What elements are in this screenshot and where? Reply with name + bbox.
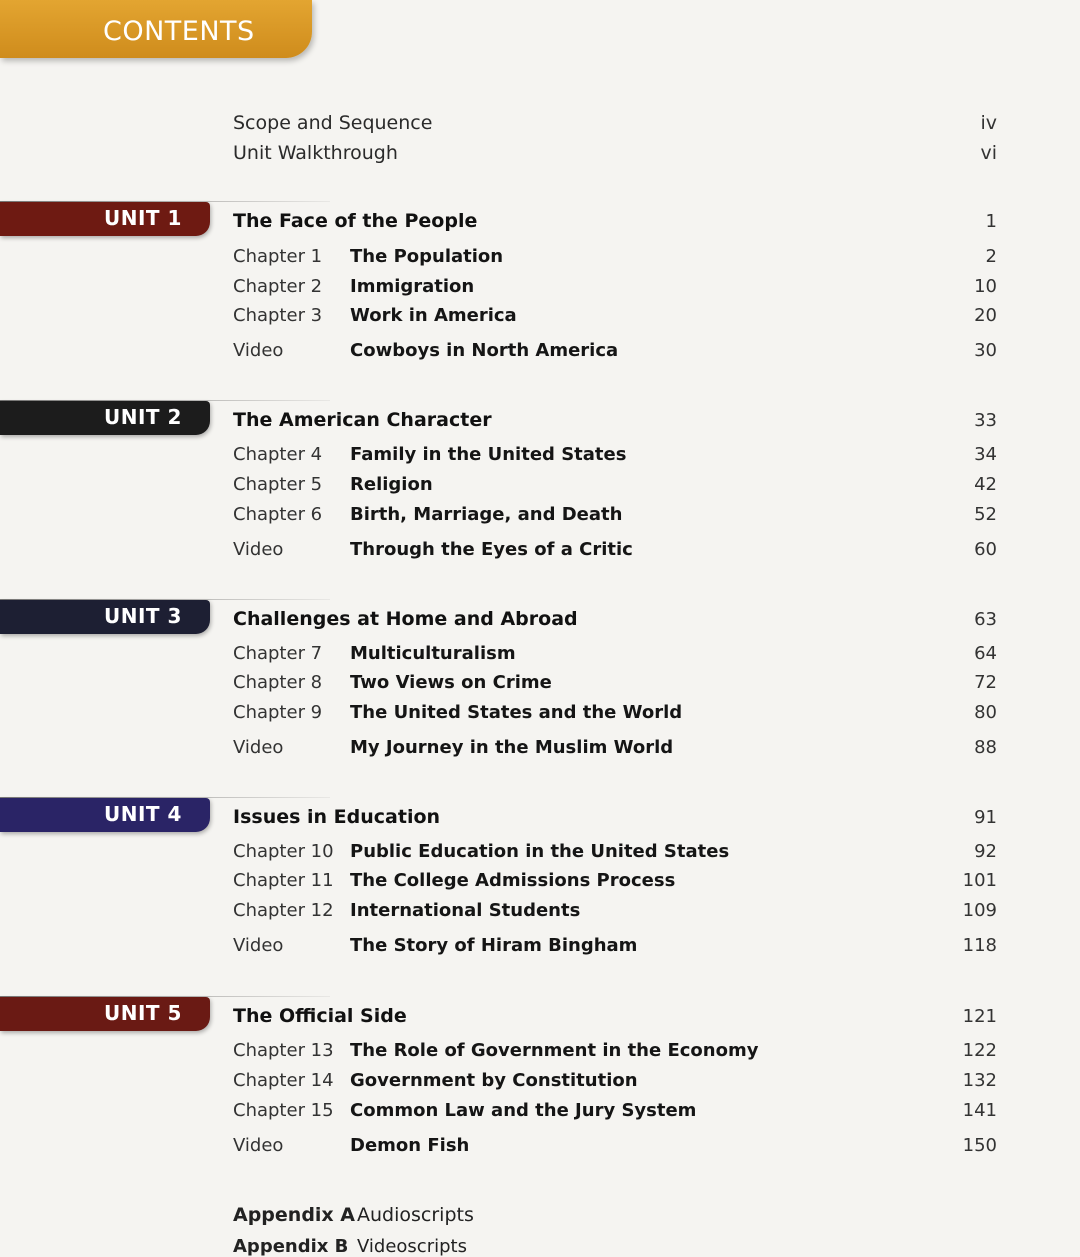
entry-title: The Population — [350, 246, 504, 267]
toc-entry[interactable] — [0, 702, 1080, 732]
entry-title: Work in America — [350, 305, 517, 326]
unit-title[interactable]: Issues in Education — [233, 806, 441, 828]
unit-band — [0, 401, 210, 435]
entry-page: 141 — [962, 1100, 997, 1121]
entry-title: Immigration — [350, 276, 475, 297]
unit-label: UNIT 5 — [104, 1001, 182, 1025]
entry-label: Chapter 3 — [233, 305, 323, 326]
entry-label: Chapter 4 — [233, 444, 323, 465]
unit-label: UNIT 2 — [104, 405, 182, 429]
entry-label: Chapter 5 — [233, 474, 323, 495]
entry-page: 118 — [962, 935, 997, 956]
entry-page: 80 — [974, 702, 997, 723]
unit-page: 63 — [974, 609, 997, 630]
entry-page: 109 — [962, 900, 997, 921]
entry-label: Chapter 7 — [233, 643, 323, 664]
entry-title: Demon Fish — [350, 1135, 470, 1156]
entry-label: Chapter 2 — [233, 276, 323, 297]
entry-page: 34 — [974, 444, 997, 465]
toc-entry[interactable] — [0, 870, 1080, 900]
unit-band — [0, 997, 210, 1031]
entry-title: Public Education in the United States — [350, 841, 730, 862]
entry-label: Chapter 12 — [233, 900, 334, 921]
appendix-label: Appendix A — [233, 1204, 356, 1226]
toc-entry[interactable] — [0, 737, 1080, 767]
toc-entry[interactable] — [0, 305, 1080, 335]
entry-page: 30 — [974, 340, 997, 361]
entry-page: 64 — [974, 643, 997, 664]
unit-label: UNIT 1 — [104, 206, 182, 230]
unit-title[interactable]: The Official Side — [233, 1005, 407, 1027]
entry-label: Chapter 15 — [233, 1100, 334, 1121]
entry-page: 150 — [962, 1135, 997, 1156]
unit-title[interactable]: The American Character — [233, 409, 492, 431]
entry-label: Video — [233, 737, 284, 758]
entry-label: Video — [233, 1135, 284, 1156]
toc-entry[interactable] — [0, 474, 1080, 504]
entry-label: Chapter 6 — [233, 504, 323, 525]
entry-label: Chapter 11 — [233, 870, 334, 891]
entry-label: Chapter 9 — [233, 702, 323, 723]
entry-label: Chapter 1 — [233, 246, 323, 267]
entry-label: Video — [233, 340, 284, 361]
entry-page: 60 — [974, 539, 997, 560]
entry-label: Chapter 13 — [233, 1040, 334, 1061]
entry-page: 2 — [985, 246, 997, 267]
entry-title: The United States and the World — [350, 702, 683, 723]
entry-title: Family in the United States — [350, 444, 627, 465]
toc-entry[interactable] — [0, 1070, 1080, 1100]
toc-entry[interactable] — [0, 672, 1080, 702]
entry-title: Multiculturalism — [350, 643, 516, 664]
unit-page: 1 — [985, 211, 997, 232]
entry-label: Chapter 10 — [233, 841, 334, 862]
entry-title: Two Views on Crime — [350, 672, 552, 693]
toc-appendix[interactable] — [0, 1204, 1080, 1234]
entry-page: 20 — [974, 305, 997, 326]
entry-page: 88 — [974, 737, 997, 758]
toc-item-label: Scope and Sequence — [233, 112, 433, 134]
unit-label: UNIT 3 — [104, 604, 182, 628]
entry-title: The College Admissions Process — [350, 870, 676, 891]
entry-page: 72 — [974, 672, 997, 693]
toc-item-page: vi — [980, 142, 997, 164]
toc-item-page: iv — [980, 112, 997, 134]
entry-title: International Students — [350, 900, 581, 921]
toc-entry[interactable] — [0, 504, 1080, 534]
entry-page: 132 — [962, 1070, 997, 1091]
page-title: CONTENTS — [103, 16, 255, 47]
entry-title: Cowboys in North America — [350, 340, 619, 361]
toc-entry[interactable] — [0, 643, 1080, 673]
entry-page: 52 — [974, 504, 997, 525]
toc-entry[interactable] — [0, 935, 1080, 965]
entry-page: 42 — [974, 474, 997, 495]
unit-band — [0, 202, 210, 236]
contents-header-tab — [0, 0, 312, 58]
toc-entry[interactable] — [0, 1040, 1080, 1070]
unit-label: UNIT 4 — [104, 802, 182, 826]
appendix-title: Audioscripts — [357, 1204, 474, 1226]
toc-entry[interactable] — [0, 1100, 1080, 1130]
entry-label: Chapter 8 — [233, 672, 323, 693]
unit-page: 121 — [962, 1006, 997, 1027]
entry-label: Video — [233, 935, 284, 956]
entry-title: My Journey in the Muslim World — [350, 737, 674, 758]
entry-title: Birth, Marriage, and Death — [350, 504, 623, 525]
entry-title: Through the Eyes of a Critic — [350, 539, 633, 560]
toc-entry[interactable] — [0, 276, 1080, 306]
toc-entry[interactable] — [0, 841, 1080, 871]
toc-entry[interactable] — [0, 444, 1080, 474]
toc-appendix-cut-off — [233, 1236, 473, 1257]
appendix-label: Appendix B — [233, 1236, 349, 1257]
unit-band — [0, 798, 210, 832]
entry-title: Government by Constitution — [350, 1070, 638, 1091]
toc-front-item[interactable] — [0, 112, 1080, 142]
unit-band — [0, 600, 210, 634]
entry-title: The Role of Government in the Economy — [350, 1040, 759, 1061]
appendix-title: Videoscripts — [357, 1236, 467, 1257]
toc-entry[interactable] — [0, 900, 1080, 930]
entry-label: Video — [233, 539, 284, 560]
toc-item-label: Unit Walkthrough — [233, 142, 398, 164]
toc-entry[interactable] — [0, 340, 1080, 370]
toc-entry[interactable] — [0, 246, 1080, 276]
entry-title: The Story of Hiram Bingham — [350, 935, 638, 956]
toc-front-item[interactable] — [0, 142, 1080, 172]
entry-label: Chapter 14 — [233, 1070, 334, 1091]
entry-page: 10 — [974, 276, 997, 297]
unit-page: 33 — [974, 410, 997, 431]
unit-title[interactable]: The Face of the People — [233, 210, 478, 232]
unit-title[interactable]: Challenges at Home and Abroad — [233, 608, 578, 630]
entry-page: 92 — [974, 841, 997, 862]
entry-page: 101 — [962, 870, 997, 891]
toc-entry[interactable] — [0, 1135, 1080, 1165]
unit-page: 91 — [974, 807, 997, 828]
entry-title: Common Law and the Jury System — [350, 1100, 697, 1121]
toc-entry[interactable] — [0, 539, 1080, 569]
entry-page: 122 — [962, 1040, 997, 1061]
entry-title: Religion — [350, 474, 433, 495]
